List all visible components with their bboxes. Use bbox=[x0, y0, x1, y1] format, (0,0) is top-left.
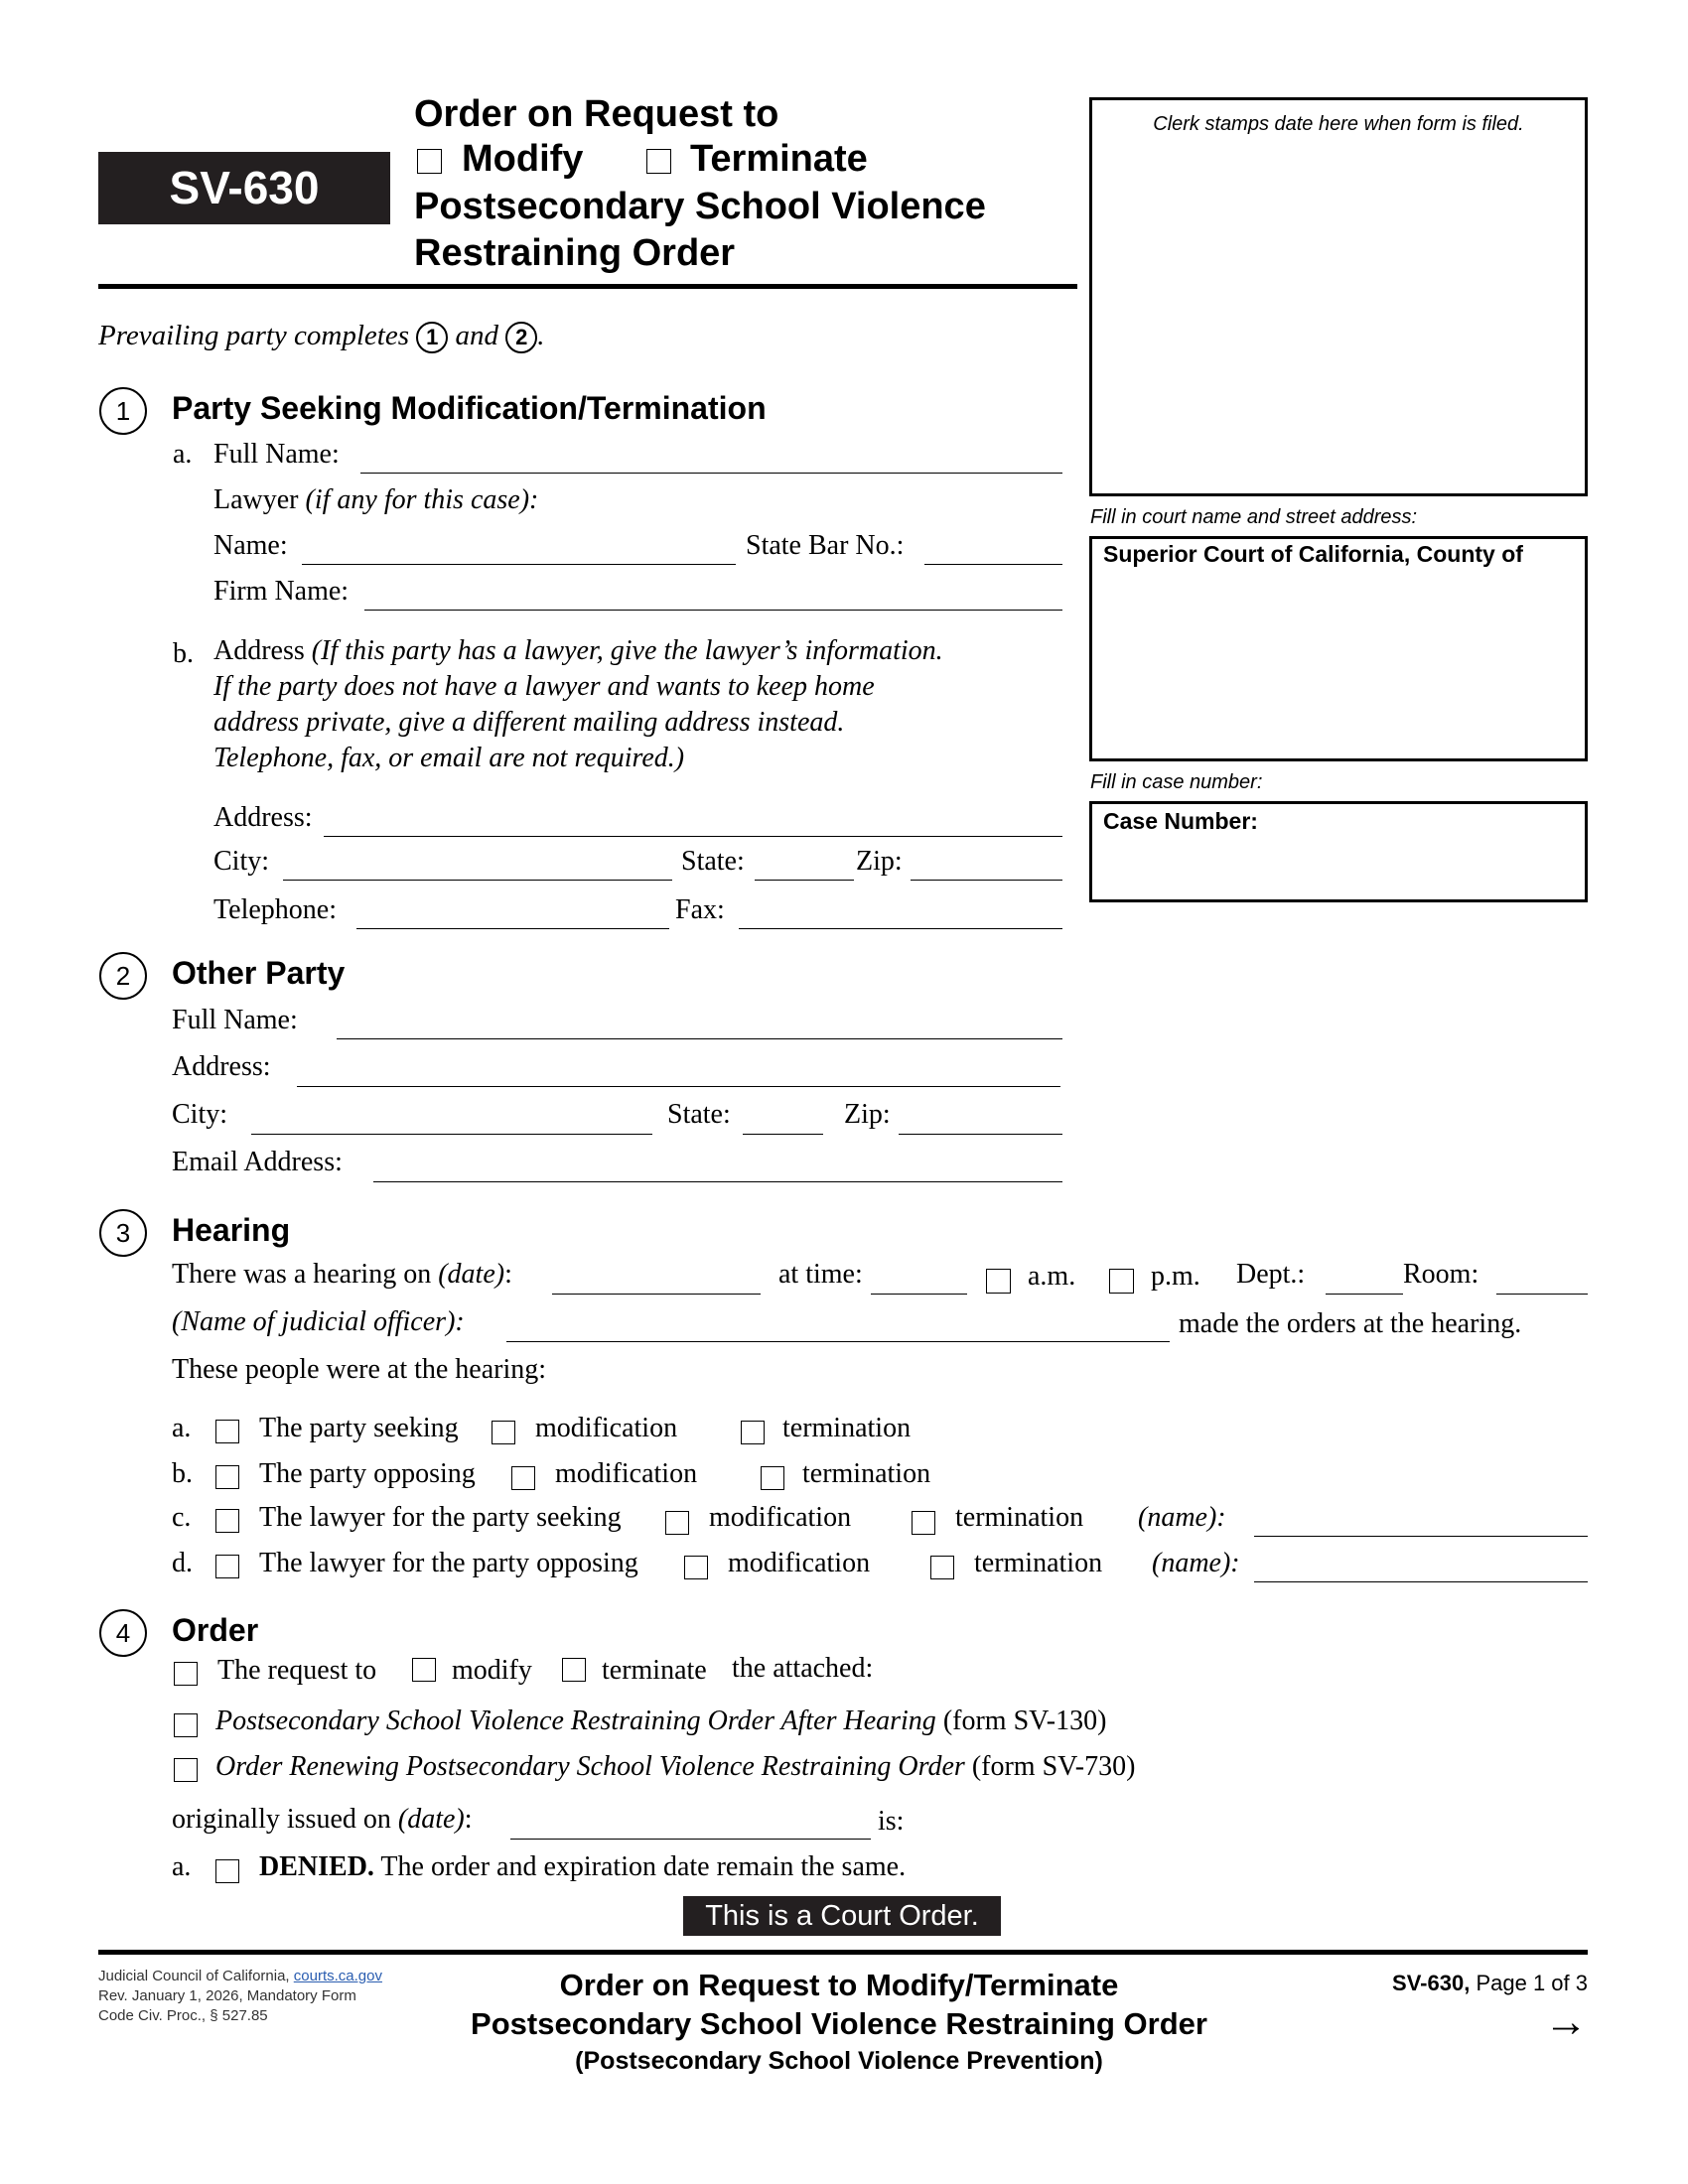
form-title-line1: Order on Request to bbox=[414, 93, 779, 135]
s1-full-name-field[interactable] bbox=[360, 473, 1062, 474]
form-title-line4: Restraining Order bbox=[414, 232, 736, 274]
next-page-arrow-icon[interactable]: → bbox=[1544, 1997, 1588, 2046]
s3-made-orders-text: made the orders at the hearing. bbox=[1179, 1308, 1522, 1339]
s3-am-label: a.m. bbox=[1028, 1261, 1076, 1292]
s3-row-c-marker: c. bbox=[172, 1502, 192, 1533]
s4-form2-code: (form SV-730) bbox=[971, 1751, 1136, 1782]
s3-row-d-term-label: termination bbox=[974, 1548, 1103, 1578]
s3-time-field[interactable] bbox=[871, 1294, 967, 1295]
s3-row-c-label: The lawyer for the party seeking bbox=[259, 1502, 622, 1533]
intro-step-1: 1 bbox=[416, 322, 448, 353]
s1-state-field[interactable] bbox=[755, 880, 854, 881]
s1-address-heading-text: Address bbox=[213, 635, 305, 666]
s4-terminate-label: terminate bbox=[602, 1655, 707, 1686]
s4-form1-label bbox=[215, 1706, 1106, 1737]
s4-form2-checkbox[interactable] bbox=[174, 1758, 198, 1782]
section-1-number: 1 bbox=[99, 387, 147, 435]
form-title-line3: Postsecondary School Violence bbox=[414, 186, 986, 227]
section-4-title: Order bbox=[172, 1612, 259, 1648]
s3-row-d-label: The lawyer for the party opposing bbox=[259, 1548, 638, 1578]
s1-telephone-field[interactable] bbox=[356, 928, 669, 929]
s3-row-a-mod-label: modification bbox=[535, 1413, 678, 1443]
s3-hearing-date-field[interactable] bbox=[552, 1294, 761, 1295]
s4-form2-label bbox=[215, 1751, 1135, 1783]
s1-address-label: Address: bbox=[213, 802, 313, 833]
intro-and: and bbox=[455, 320, 499, 351]
s3-date-colon: : bbox=[504, 1259, 512, 1290]
footer-form-id: SV-630, bbox=[1392, 1971, 1471, 1995]
s3-row-c-name-label: (name): bbox=[1138, 1502, 1226, 1533]
s3-dept-field[interactable] bbox=[1326, 1294, 1403, 1295]
s3-pm-label: p.m. bbox=[1151, 1261, 1200, 1292]
s3-room-field[interactable] bbox=[1496, 1294, 1588, 1295]
s2-state-label: State: bbox=[667, 1099, 731, 1130]
s3-row-d-checkbox[interactable] bbox=[215, 1555, 239, 1578]
s3-row-d-term-checkbox[interactable] bbox=[930, 1556, 954, 1579]
court-instruction: Fill in court name and street address: bbox=[1090, 506, 1418, 528]
s4-form2-title: Order Renewing Postsecondary School Violence Restraining Order bbox=[215, 1751, 965, 1782]
s4-denied-checkbox[interactable] bbox=[215, 1859, 239, 1883]
s3-judicial-officer-field[interactable] bbox=[506, 1341, 1170, 1342]
s2-zip-field[interactable] bbox=[899, 1134, 1062, 1135]
s1-zip-label: Zip: bbox=[856, 846, 903, 877]
s3-row-c-checkbox[interactable] bbox=[215, 1509, 239, 1533]
footer-title-line1: Order on Request to Modify/Terminate bbox=[559, 1968, 1119, 2002]
footer-rule bbox=[98, 1950, 1588, 1955]
title-terminate-label: Terminate bbox=[690, 138, 868, 180]
clerk-stamp-note: Clerk stamps date here when form is filed. bbox=[1153, 113, 1524, 135]
s3-pm-checkbox[interactable] bbox=[1109, 1269, 1134, 1294]
s4-denied-label: DENIED. bbox=[259, 1851, 374, 1882]
title-modify-checkbox[interactable] bbox=[417, 149, 442, 174]
s4-denied-text: The order and expiration date remain the same. bbox=[380, 1851, 907, 1882]
footer-link[interactable]: courts.ca.gov bbox=[293, 1968, 382, 1984]
s1-lawyer-text: Lawyer bbox=[213, 484, 299, 515]
s3-row-b-term-checkbox[interactable] bbox=[761, 1466, 784, 1490]
s3-row-c-name-field[interactable] bbox=[1254, 1536, 1588, 1537]
s3-row-a-marker: a. bbox=[172, 1413, 192, 1443]
s3-am-checkbox[interactable] bbox=[986, 1269, 1011, 1294]
s3-row-c-mod-checkbox[interactable] bbox=[665, 1511, 689, 1535]
case-instruction: Fill in case number: bbox=[1090, 771, 1263, 793]
intro-instruction bbox=[98, 320, 545, 353]
s3-row-a-term-label: termination bbox=[782, 1413, 912, 1443]
intro-text: Prevailing party completes bbox=[98, 320, 410, 351]
s2-address-label: Address: bbox=[172, 1051, 271, 1082]
s1-b-marker: b. bbox=[173, 638, 194, 669]
s1-state-bar-field[interactable] bbox=[924, 564, 1062, 565]
s3-dept-label: Dept.: bbox=[1236, 1259, 1306, 1290]
s3-time-label: at time: bbox=[778, 1259, 863, 1290]
s4-form1-title: Postsecondary School Violence Restraining Order After Hearing bbox=[215, 1706, 936, 1736]
s1-fax-field[interactable] bbox=[739, 928, 1062, 929]
s1-lawyer-label bbox=[213, 484, 538, 516]
s3-room-label: Room: bbox=[1403, 1259, 1479, 1290]
header-rule bbox=[98, 284, 1077, 289]
s1-address-note-2: If the party does not have a lawyer and wants to keep home bbox=[213, 671, 875, 702]
s3-row-b-term-label: termination bbox=[802, 1458, 931, 1489]
s3-date-note: (date) bbox=[438, 1259, 505, 1290]
s2-email-field[interactable] bbox=[373, 1181, 1062, 1182]
court-name-box[interactable] bbox=[1089, 536, 1588, 761]
s4-date-colon: : bbox=[464, 1804, 473, 1835]
s1-address-note-4: Telephone, fax, or email are not required.) bbox=[213, 743, 685, 773]
s2-full-name-label: Full Name: bbox=[172, 1005, 298, 1035]
s1-full-name-label: Full Name: bbox=[213, 439, 340, 470]
s3-row-b-mod-checkbox[interactable] bbox=[511, 1466, 535, 1490]
s2-city-field[interactable] bbox=[251, 1134, 652, 1135]
s1-lawyer-name-field[interactable] bbox=[302, 564, 736, 565]
footer-page-number: Page 1 of 3 bbox=[1476, 1971, 1588, 1995]
section-4-number: 4 bbox=[99, 1609, 147, 1657]
section-1-title: Party Seeking Modification/Termination bbox=[172, 390, 767, 426]
s1-lawyer-name-label: Name: bbox=[213, 530, 288, 561]
s3-row-d-name-label: (name): bbox=[1152, 1548, 1240, 1578]
s4-issued-date-field[interactable] bbox=[510, 1839, 871, 1840]
s3-row-b-mod-label: modification bbox=[555, 1458, 698, 1489]
s4-denied-line bbox=[259, 1851, 906, 1883]
s1-address-heading bbox=[213, 635, 943, 667]
footer-code: Code Civ. Proc., § 527.85 bbox=[98, 2007, 268, 2024]
s1-firm-name-field[interactable] bbox=[364, 610, 1062, 611]
s2-city-label: City: bbox=[172, 1099, 228, 1130]
s3-row-b-label: The party opposing bbox=[259, 1458, 476, 1489]
s1-address-note-3: address private, give a different mailing address instead. bbox=[213, 707, 845, 738]
s4-date-note: (date) bbox=[397, 1804, 465, 1835]
s2-address-field[interactable] bbox=[297, 1086, 1060, 1087]
title-modify-label: Modify bbox=[462, 138, 584, 180]
s3-row-a-term-checkbox[interactable] bbox=[741, 1421, 765, 1444]
s4-a-marker: a. bbox=[172, 1851, 192, 1882]
s2-state-field[interactable] bbox=[743, 1134, 823, 1135]
s1-telephone-label: Telephone: bbox=[213, 894, 337, 925]
footer-title-line2: Postsecondary School Violence Restraining Order bbox=[471, 2006, 1207, 2041]
s3-row-c-term-checkbox[interactable] bbox=[912, 1511, 935, 1535]
footer-council-text: Judicial Council of California, bbox=[98, 1968, 290, 1984]
s2-full-name-field[interactable] bbox=[337, 1038, 1062, 1039]
s4-form1-code: (form SV-130) bbox=[942, 1706, 1107, 1736]
s3-hearing-date-label bbox=[172, 1259, 512, 1291]
s3-row-b-checkbox[interactable] bbox=[215, 1465, 239, 1489]
s1-firm-name-label: Firm Name: bbox=[213, 576, 350, 607]
intro-period: . bbox=[537, 320, 545, 351]
s3-row-c-term-label: termination bbox=[955, 1502, 1084, 1533]
s4-request-checkbox[interactable] bbox=[174, 1662, 198, 1686]
case-number-label: Case Number: bbox=[1103, 808, 1258, 834]
s3-row-a-mod-checkbox[interactable] bbox=[492, 1421, 515, 1444]
section-3-number: 3 bbox=[99, 1209, 147, 1257]
s4-form1-checkbox[interactable] bbox=[174, 1713, 198, 1737]
s1-state-label: State: bbox=[681, 846, 745, 877]
court-name-label: Superior Court of California, County of bbox=[1103, 541, 1523, 567]
s3-row-d-mod-label: modification bbox=[728, 1548, 871, 1578]
s4-terminate-checkbox[interactable] bbox=[562, 1658, 586, 1682]
clerk-stamp-box bbox=[1089, 97, 1588, 496]
s1-fax-label: Fax: bbox=[675, 894, 725, 925]
s4-originally-issued-label bbox=[172, 1804, 473, 1836]
s3-row-d-name-field[interactable] bbox=[1254, 1581, 1588, 1582]
s3-row-a-label: The party seeking bbox=[259, 1413, 459, 1443]
s3-row-c-mod-label: modification bbox=[709, 1502, 852, 1533]
court-order-banner: This is a Court Order. bbox=[683, 1896, 1001, 1936]
footer-rev: Rev. January 1, 2026, Mandatory Form bbox=[98, 1987, 356, 2004]
s3-people-present-text: These people were at the hearing: bbox=[172, 1354, 547, 1385]
s3-row-b-marker: b. bbox=[172, 1458, 193, 1489]
s4-modify-checkbox[interactable] bbox=[412, 1658, 436, 1682]
s3-row-d-mod-checkbox[interactable] bbox=[684, 1556, 708, 1579]
section-3-title: Hearing bbox=[172, 1212, 291, 1248]
s3-row-a-checkbox[interactable] bbox=[215, 1420, 239, 1443]
s4-originally-issued-text: originally issued on bbox=[172, 1804, 391, 1835]
title-terminate-checkbox[interactable] bbox=[646, 149, 671, 174]
s1-zip-field[interactable] bbox=[911, 880, 1062, 881]
s1-address-note-1: (If this party has a lawyer, give the lawyer’s information. bbox=[311, 635, 943, 666]
s4-is-label: is: bbox=[878, 1806, 905, 1837]
s3-row-d-marker: d. bbox=[172, 1548, 193, 1578]
s1-city-label: City: bbox=[213, 846, 270, 877]
section-2-number: 2 bbox=[99, 952, 147, 1000]
footer-title-line3: (Postsecondary School Violence Prevention) bbox=[575, 2047, 1103, 2075]
section-2-title: Other Party bbox=[172, 955, 346, 991]
s1-state-bar-label: State Bar No.: bbox=[746, 530, 905, 561]
s1-city-field[interactable] bbox=[283, 880, 672, 881]
s3-judicial-officer-label: (Name of judicial officer): bbox=[172, 1306, 465, 1337]
s4-modify-label: modify bbox=[452, 1655, 532, 1686]
s1-lawyer-note: (if any for this case): bbox=[305, 484, 539, 515]
s3-hearing-on-text: There was a hearing on bbox=[172, 1259, 432, 1290]
s2-email-label: Email Address: bbox=[172, 1147, 343, 1177]
intro-step-2: 2 bbox=[505, 322, 537, 353]
s4-request-to-label: The request to bbox=[217, 1655, 377, 1686]
footer-council bbox=[98, 1968, 382, 1984]
s2-zip-label: Zip: bbox=[844, 1099, 891, 1130]
s4-attached-label: the attached: bbox=[732, 1653, 874, 1684]
footer-page-info bbox=[1321, 1971, 1588, 1996]
s1-address-field[interactable] bbox=[324, 836, 1062, 837]
form-number-badge: SV-630 bbox=[98, 152, 390, 224]
s1-a-marker: a. bbox=[173, 439, 193, 470]
